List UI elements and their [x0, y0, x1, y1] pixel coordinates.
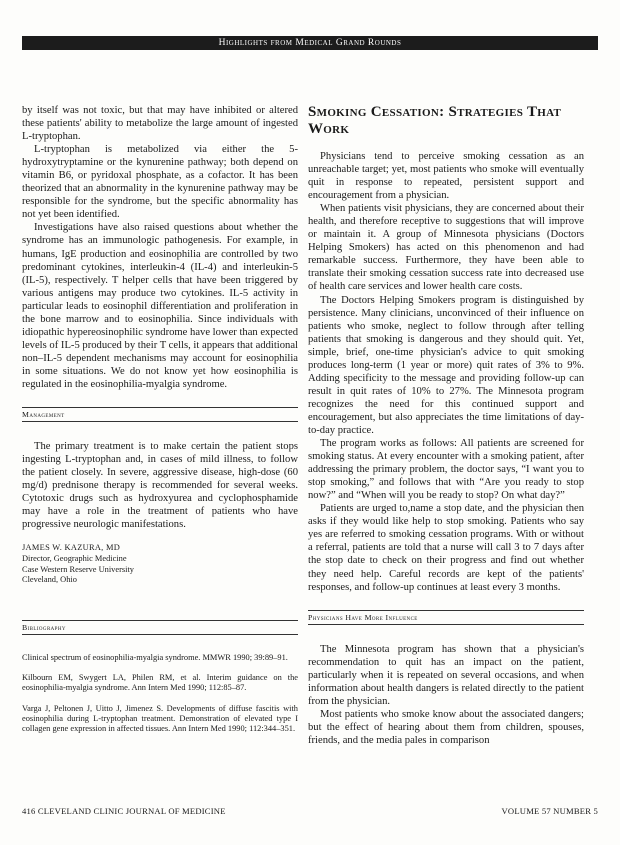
- footer-volume: VOLUME 57 NUMBER 5: [501, 806, 598, 816]
- author-institution: Case Western Reserve University: [22, 564, 134, 574]
- reference-item: Varga J, Peltonen J, Uitto J, Jimenez S. Developments of diffuse fascitis with eosinophilia during L-tryptophan treatment. Demonstration of elevated type I collagen gene expression in affected tissues. Ann Intern Med 1990; 112:344–351.: [22, 703, 298, 734]
- article-title: Smoking Cessation: Strategies That Work: [308, 104, 562, 137]
- body-paragraph: Physicians tend to perceive smoking cessation as an unreachable target; yet, most patients who smoke will eventually quit in response to repeated, persistent support and encouragement from a physician.: [308, 151, 584, 202]
- author-name: JAMES W. KAZURA, MD: [22, 543, 121, 553]
- author-block: [22, 543, 298, 585]
- body-paragraph: Most patients who smoke know about the associated dangers; but the effect of hearing about them from children, spouses, friends, and the media pales in comparison: [308, 708, 584, 746]
- body-paragraph: by itself was not toxic, but that may have inhibited or altered these patients' ability to metabolize the large amount of ingested L-tryptophan.: [22, 105, 298, 143]
- right-column: [308, 104, 584, 747]
- section-heading-bibliography: Bibliography: [22, 620, 298, 635]
- author-title: Director, Geographic Medicine: [22, 553, 127, 563]
- left-column: [22, 104, 298, 735]
- author-location: Cleveland, Ohio: [22, 575, 77, 585]
- body-paragraph: The Doctors Helping Smokers program is distinguished by persistence. Many clinicians, unconvinced of their influence on patients who smoke, neglect to follow through after telling patients that smoking is dangerous and they should quit. Yet, simple, brief, one-time physician's advice to quit smoking produces long-term (1 year or more) quit rates of 3% to 9%. Adding specificity to the message and providing follow-up can result in quit rates of 10% to 27%. The Minnesota program recognizes the need for this continued support and encouragement, but also appreciates the time limitations of day-to-day practice.: [308, 294, 584, 436]
- body-paragraph: The Minnesota program has shown that a physician's recommendation to quit has an impact on the patient, particularly when it is repeated on several occasions, and when information about health dangers is related directly to the patient from the physician.: [308, 643, 584, 707]
- footer-journal: 416 CLEVELAND CLINIC JOURNAL OF MEDICINE: [22, 806, 226, 816]
- body-paragraph: Patients are urged to,name a stop date, and the physician then asks if they would like help to stop smoking. Patients who say yes are referred to smoking cessation programs. With or without a referral, patients are told that a nurse will call 3 to 7 days after the stop date to check on their progress and find out whether they need help. Careful records are kept of the patients' responses, and follow-up continues at least every 3 months.: [308, 503, 584, 593]
- body-paragraph: When patients visit physicians, they are concerned about their health, and therefore receptive to suggestions that will improve or maintain it. A group of Minnesota physicians (Doctors Helping Smokers) has acted on this phenomenon and had remarkable success. Furthermore, they have been able to translate their smoking cessation success rate into decreased use of health care services and lower health care costs.: [308, 203, 584, 293]
- running-header: Highlights from Medical Grand Rounds: [22, 36, 598, 50]
- body-paragraph: Investigations have also raised questions about whether the syndrome has an immunologic pathogenesis. For example, in humans, IgE production and eosinophilia are controlled by two predominant cytokines, interleukin-4 (IL-4) and interleukin-5 (IL-5), respectively. T helper cells that have been triggered by various antigens may produce two cytokines. IL-5 activity in particular leads to eosinophil differentiation and proliferation in the bone marrow and to eosinophilia. Since individuals with idiopathic hypereosinophilic syndrome have lower than expected levels of IL-5 produced by their T cells, it appears that additional non–IL-5 dependent mechanisms may account for eosinophilia in some situations. We do not know yet how eosinophilia is regulated in the eosinophilia-myalgia syndrome.: [22, 222, 298, 390]
- reference-item: Clinical spectrum of eosinophilia-myalgia syndrome. MMWR 1990; 39:89–91.: [22, 652, 288, 662]
- reference-list: [22, 653, 298, 735]
- body-paragraph: The primary treatment is to make certain the patient stops ingesting L-tryptophan and, in cases of mild illness, to follow the patient closely. In severe, aggressive disease, high-dose (60 mg/d) prednisone therapy is recommended for several weeks. Cytotoxic drugs such as hydroxyurea and cyclophosphamide may have a role in the treatment of patients who have progressive neurologic manifestations.: [22, 441, 298, 531]
- body-paragraph: The program works as follows: All patients are screened for smoking status. At every encounter with a smoking patient, after addressing the primary problem, the doctor says, “I want you to stop smoking,” and follows that with “Are you ready to stop now?” and “When will you be ready to stop? On what day?”: [308, 438, 584, 502]
- section-heading-influence: Physicians Have More Influence: [308, 610, 584, 625]
- body-paragraph: L-tryptophan is metabolized via either the 5-hydroxytryptamine or the kynurenine pathway; both depend on vitamin B6, or pyridoxal phosphate, as a cofactor. It has been theorized that an abnormality in the kynurenine pathway may be responsible for the syndrome, but the specific abnormality has not yet been identified.: [22, 144, 298, 221]
- reference-item: Kilbourn EM, Swygert LA, Philen RM, et al. Interim guidance on the eosinophilia-myalgia syndrome. Ann Intern Med 1990; 112:85–87.: [22, 673, 298, 693]
- section-heading-management: Management: [22, 407, 298, 422]
